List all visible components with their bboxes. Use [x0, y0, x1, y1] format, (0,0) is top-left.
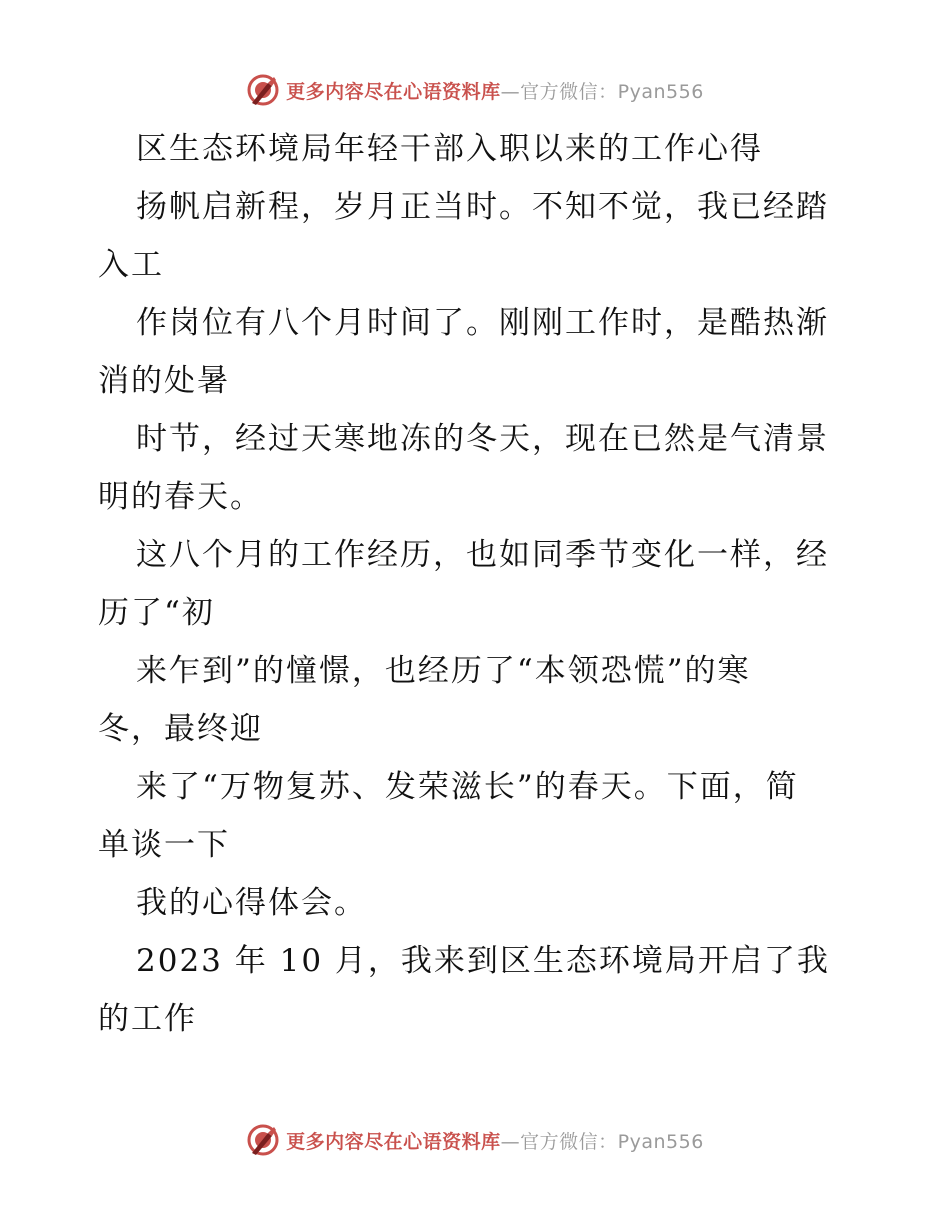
pen-logo-icon — [246, 1123, 280, 1157]
watermark — [246, 73, 704, 107]
document-body — [98, 120, 858, 1048]
watermark-contact: 官方微信：Pyan556 — [520, 80, 704, 103]
paragraph-line: 的工作 — [98, 1001, 197, 1037]
paragraph-line: 我的心得体会。 — [136, 885, 367, 921]
paragraph-line: 入工 — [98, 247, 164, 283]
paragraph-line: 作岗位有八个月时间了。刚刚工作时，是酷热渐 — [136, 305, 829, 341]
header-watermark — [0, 70, 950, 110]
watermark — [246, 1123, 704, 1157]
pen-logo-icon — [246, 73, 280, 107]
watermark-brand: 更多内容尽在心语资料库 — [286, 1130, 501, 1153]
paragraph-line: 2023 年 10 月，我来到区生态环境局开启了我 — [136, 943, 830, 979]
paragraph-line: 明的春天。 — [98, 479, 263, 515]
paragraph-line: 时节，经过天寒地冻的冬天，现在已然是气清景 — [136, 421, 829, 457]
paragraph-line: 这八个月的工作经历，也如同季节变化一样，经 — [136, 537, 829, 573]
watermark-contact: 官方微信：Pyan556 — [520, 1130, 704, 1153]
paragraph-line: 来乍到”的憧憬，也经历了“本领恐慌”的寒 — [136, 653, 751, 689]
document-title: 区生态环境局年轻干部入职以来的工作心得 — [136, 131, 763, 167]
footer-watermark — [0, 1120, 950, 1160]
paragraph-line: 扬帆启新程，岁月正当时。不知不觉，我已经踏 — [136, 189, 829, 225]
watermark-text — [286, 1127, 704, 1154]
watermark-separator: — — [500, 80, 521, 103]
watermark-text — [286, 77, 704, 104]
paragraph-line: 来了“万物复苏、发荣滋长”的春天。下面，简 — [136, 769, 799, 805]
paragraph-line: 消的处暑 — [98, 363, 230, 399]
watermark-brand: 更多内容尽在心语资料库 — [286, 80, 501, 103]
paragraph-line: 单谈一下 — [98, 827, 230, 863]
paragraph-line: 冬，最终迎 — [98, 711, 263, 747]
watermark-separator: — — [500, 1130, 521, 1153]
paragraph-line: 历了“初 — [98, 595, 215, 631]
